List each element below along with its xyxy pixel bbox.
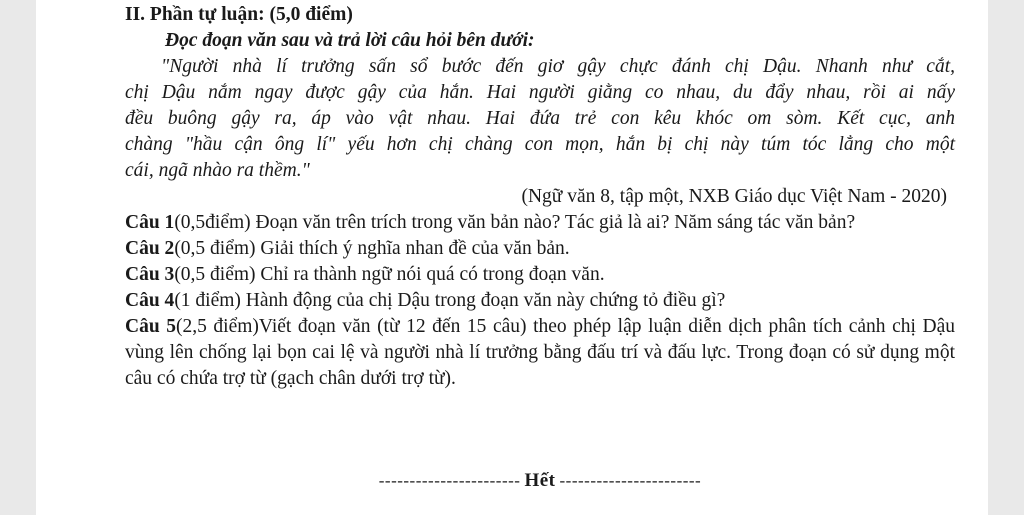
end-word: Hết <box>524 470 556 491</box>
instruction: Đọc đoạn văn sau và trả lời câu hỏi bên dưới: <box>165 30 535 51</box>
source-citation: (Ngữ văn 8, tập một, NXB Giáo dục Việt Nam - 2020) <box>521 186 947 207</box>
question-3 <box>125 262 955 288</box>
question-text: (0,5 điểm) Giải thích ý nghĩa nhan đề của văn bản. <box>174 238 570 259</box>
question-label: Câu 1 <box>125 212 175 233</box>
question-text: (0,5điểm) Đoạn văn trên trích trong văn bản nào? Tác giả là ai? Năm sáng tác văn bản? <box>174 212 856 233</box>
passage-line: chị Dậu nắm ngay được gậy của hắn. Hai người giằng co nhau, du đẩy nhau, rồi ai nấy <box>125 82 955 103</box>
question-label: Câu 3 <box>125 264 175 285</box>
question-label: Câu 4 <box>125 290 175 311</box>
passage-line: đều buông gậy ra, áp vào vật nhau. Hai đứa trẻ con kêu khóc om sòm. Kết cục, anh <box>125 108 955 129</box>
question-text: (0,5 điểm) Chỉ ra thành ngữ nói quá có trong đoạn văn. <box>174 264 605 285</box>
section-title: II. Phần tự luận: (5,0 điểm) <box>125 4 353 25</box>
question-label: Câu 2 <box>125 238 175 259</box>
end-dashes-right: ----------------------- <box>559 471 702 490</box>
document-page <box>36 0 988 515</box>
passage-line: chàng "hầu cận ông lí" yếu hơn chị chàng con mọn, hắn bị chị này túm tóc lẳng cho một <box>125 134 955 155</box>
question-text: (2,5 điểm)Viết đoạn văn (từ 12 đến 15 câu) theo phép lập luận diễn dịch phân tích cảnh chị Dậu vùng lên chống lại bọn cai lệ và người nhà lí trưởng bằng đấu trí và đấu lực. Trong đoạn có sử dụng một câu có chứa trợ từ (gạch chân dưới trợ từ). <box>125 316 955 389</box>
question-4 <box>125 288 955 314</box>
document-content <box>125 2 955 491</box>
passage-line: "Người nhà lí trưởng sấn sổ bước đến giơ gậy chực đánh chị Dậu. Nhanh như cắt, <box>161 56 955 77</box>
passage <box>125 54 955 184</box>
end-dashes-left: ----------------------- <box>378 471 521 490</box>
question-5 <box>125 314 955 392</box>
question-label: Câu 5 <box>125 316 176 337</box>
question-text: (1 điểm) Hành động của chị Dậu trong đoạn văn này chứng tỏ điều gì? <box>174 290 726 311</box>
question-1 <box>125 210 955 236</box>
passage-line: cái, ngã nhào ra thềm." <box>125 160 310 181</box>
end-marker <box>125 468 955 494</box>
question-2 <box>125 236 955 262</box>
